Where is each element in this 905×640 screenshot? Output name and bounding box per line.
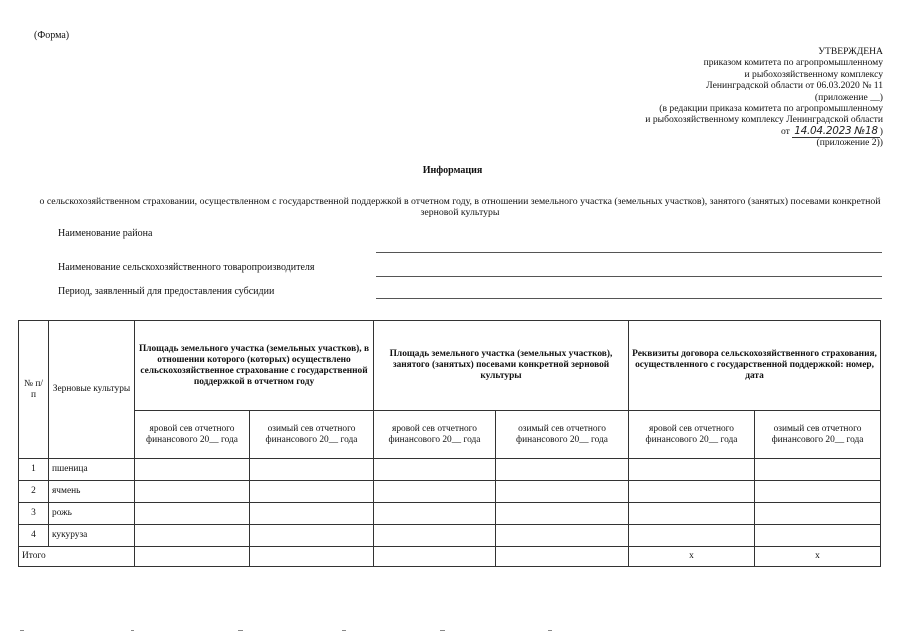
period-line: [376, 298, 882, 299]
row-crop: рожь: [49, 503, 135, 525]
table-row: [19, 459, 881, 481]
table-cell[interactable]: [250, 503, 374, 525]
table-row: [19, 481, 881, 503]
row-number: 4: [19, 525, 49, 547]
district-label: Наименование района: [58, 228, 153, 239]
table-cell[interactable]: [629, 481, 755, 503]
table-subheader-row: [19, 411, 881, 459]
row-crop: пшеница: [49, 459, 135, 481]
table-cell[interactable]: [135, 547, 250, 567]
document-title: Информация: [422, 165, 483, 176]
amendment-line: и рыбохозяйственному комплексу Ленинградской области: [645, 114, 883, 126]
table-cell[interactable]: [374, 503, 496, 525]
amendment-date-suffix: ): [879, 125, 883, 137]
approval-heading: УТВЕРЖДЕНА: [818, 46, 883, 57]
subheader-spring: яровой сев отчетного финансового 20__ года: [374, 411, 496, 459]
amendment-date-prefix: от: [780, 125, 790, 137]
approval-line: и рыбохозяйственному комплексу: [744, 68, 883, 80]
subheader-winter: озимый сев отчетного финансового 20__ года: [755, 411, 881, 459]
table-cell[interactable]: [374, 525, 496, 547]
scan-artifact: [238, 630, 243, 631]
district-line: [376, 252, 882, 253]
document-subtitle: о сельскохозяйственном страховании, осуществленном с государственной поддержкой в отчетном году, в отношении земельного участка (земельных участков), занятого (занятых) посевами конкретной зерновой культуры: [39, 196, 881, 218]
table-cell[interactable]: [496, 481, 629, 503]
row-number: 3: [19, 503, 49, 525]
row-crop: кукуруза: [49, 525, 135, 547]
column-group-contract-details: Реквизиты договора сельскохозяйственного страхования, осуществленного с государственной поддержкой: номер, дата: [629, 321, 881, 411]
table-cell[interactable]: [629, 503, 755, 525]
table-cell[interactable]: [374, 547, 496, 567]
subheader-spring: яровой сев отчетного финансового 20__ года: [629, 411, 755, 459]
column-group-insured-area: Площадь земельного участка (земельных участков), в отношении которого (которых) осуществлено сельскохозяйственное страхование с государственной поддержкой в отчетном году: [135, 321, 374, 411]
row-number: 1: [19, 459, 49, 481]
total-row: [19, 547, 881, 567]
subheader-winter: озимый сев отчетного финансового 20__ года: [250, 411, 374, 459]
table-cell[interactable]: [250, 481, 374, 503]
scan-artifact: [342, 630, 346, 631]
table-cell[interactable]: [755, 503, 881, 525]
approval-line: приказом комитета по агропромышленному: [703, 57, 883, 69]
form-label: (Форма): [34, 30, 70, 41]
row-crop: ячмень: [49, 481, 135, 503]
approval-appendix: (приложение __): [814, 91, 883, 103]
handwritten-date: 14.04.2023 №18: [794, 124, 878, 137]
total-mark: х: [755, 547, 881, 567]
table-cell[interactable]: [755, 525, 881, 547]
table-cell[interactable]: [755, 459, 881, 481]
table-header-row: [19, 321, 881, 411]
table-cell[interactable]: [250, 525, 374, 547]
approval-stamp: [553, 46, 883, 149]
table-cell[interactable]: [496, 547, 629, 567]
table-cell[interactable]: [135, 525, 250, 547]
scan-artifact: [548, 630, 552, 631]
producer-line: [376, 276, 882, 277]
scan-artifact: [440, 630, 445, 631]
insurance-table: [18, 320, 881, 567]
table-row: [19, 503, 881, 525]
table-cell[interactable]: [629, 459, 755, 481]
table-cell[interactable]: [250, 459, 374, 481]
producer-label: Наименование сельскохозяйственного товаропроизводителя: [58, 262, 315, 273]
table-cell[interactable]: [135, 481, 250, 503]
amendment-line: (в редакции приказа комитета по агропромышленному: [659, 103, 883, 115]
table-cell[interactable]: [135, 459, 250, 481]
scan-artifact: [131, 630, 134, 631]
scan-artifact: [20, 630, 24, 631]
subheader-winter: озимый сев отчетного финансового 20__ года: [496, 411, 629, 459]
period-label: Период, заявленный для предоставления субсидии: [58, 286, 275, 297]
table-cell[interactable]: [496, 459, 629, 481]
table-row: [19, 525, 881, 547]
table-cell[interactable]: [496, 503, 629, 525]
table-cell[interactable]: [629, 525, 755, 547]
table-cell[interactable]: [374, 481, 496, 503]
column-group-sown-area: Площадь земельного участка (земельных участков), занятого (занятых) посевами конкретной зерновой культуры: [374, 321, 629, 411]
column-header-number: № п/п: [19, 321, 49, 459]
table-cell[interactable]: [135, 503, 250, 525]
amendment-date-line: [553, 126, 883, 137]
subheader-spring: яровой сев отчетного финансового 20__ года: [135, 411, 250, 459]
table-cell[interactable]: [250, 547, 374, 567]
table-cell[interactable]: [496, 525, 629, 547]
approval-line: Ленинградской области от 06.03.2020 № 11: [706, 80, 883, 92]
table-cell[interactable]: [374, 459, 496, 481]
table-cell[interactable]: [755, 481, 881, 503]
column-header-crop: Зерновые культуры: [49, 321, 135, 459]
row-number: 2: [19, 481, 49, 503]
total-label: Итого: [19, 547, 135, 567]
total-mark: х: [629, 547, 755, 567]
amendment-appendix: (приложение 2)): [816, 137, 883, 149]
